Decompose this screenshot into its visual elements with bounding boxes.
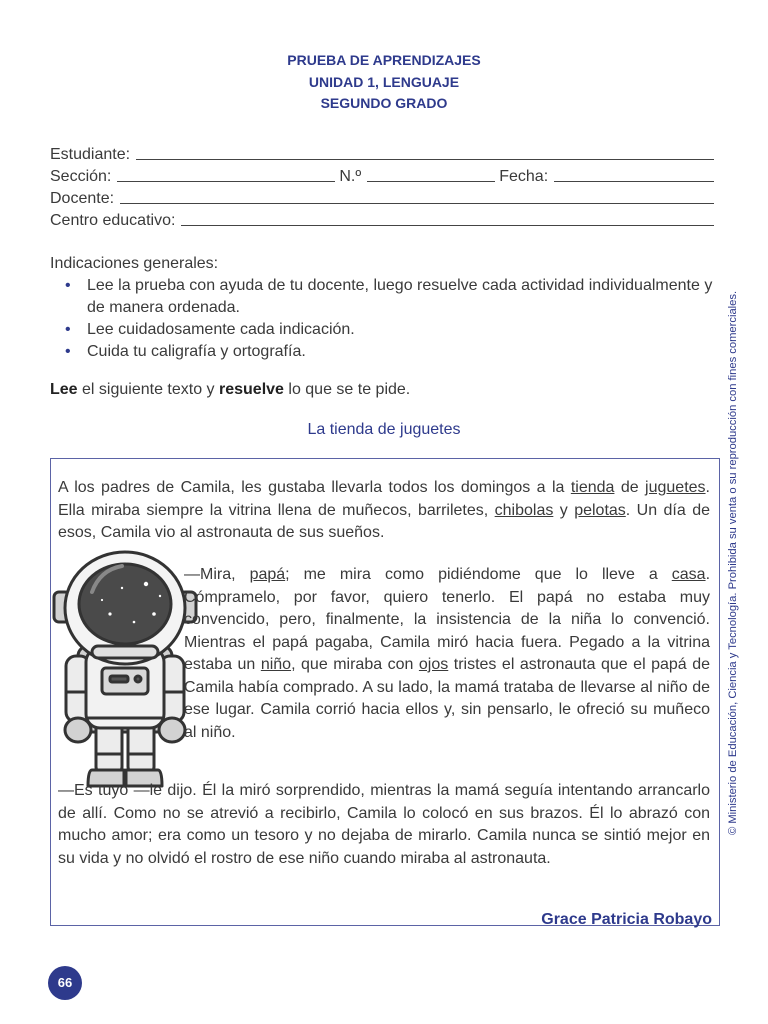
p1-text-c: . Ella miraba siempre la vitrina llena de muñecos, barriletes, <box>58 479 710 519</box>
indications-title: Indicaciones generales: <box>50 255 219 272</box>
student-row <box>50 142 714 164</box>
school-row <box>50 208 714 230</box>
indication-item: • Lee cuidadosamente cada indicación. <box>50 319 718 341</box>
teacher-label: Docente: <box>50 190 115 207</box>
header-unit: UNIDAD 1, LENGUAJE <box>308 73 460 90</box>
teacher-field[interactable] <box>120 202 714 204</box>
header-grade: SEGUNDO GRADO <box>320 95 448 111</box>
section-label: Sección: <box>50 168 112 185</box>
section-row <box>50 164 714 186</box>
instruction-verb-solve: resuelve <box>219 381 284 398</box>
story-title: La tienda de juguetes <box>307 421 461 438</box>
instruction-text-end: lo que se te pide. <box>283 381 411 398</box>
school-label: Centro educativo: <box>50 212 176 229</box>
test-header <box>0 50 768 115</box>
p1-text-d: y <box>553 501 575 519</box>
page-number-badge <box>48 966 82 1000</box>
story-paragraph-3: —Es tuyo —le dijo. Él la miró sorprendido, mientras la mamá seguía intentando arrancarlo de allí. Como no se atrevió a recibirlo, Camila lo colocó en sus brazos. Él lo abrazó con mucho amor; era como un tesoro y no dejaba de mirarlo. Camila nunca se sintió mejor en su vida y no olvidó el rostro de ese niño cuando miraba al astronauta. <box>58 782 710 867</box>
instruction-verb-read: Lee <box>50 381 78 398</box>
astronaut-illustration <box>50 548 200 798</box>
p2-text-a: —Mira, <box>184 566 250 583</box>
story-paragraph-1 <box>58 477 710 545</box>
p2-underlined-word: ojos <box>418 656 449 673</box>
number-field[interactable] <box>367 180 495 182</box>
number-label: N.º <box>339 168 362 185</box>
p1-text-e: . Un día de esos, Camila vio al astronauta de sus sueños. <box>58 501 710 541</box>
p2-text-d: , que miraba con <box>291 656 419 673</box>
date-field[interactable] <box>554 180 714 182</box>
p1-underlined-word: pelotas <box>574 501 626 519</box>
p2-underlined-word: casa <box>671 566 706 583</box>
student-field[interactable] <box>136 158 714 160</box>
story-author: Grace Patricia Robayo <box>541 911 712 928</box>
p2-underlined-word: papá <box>249 566 286 583</box>
p1-text-a: A los padres de Camila, les gustaba llevarla todos los domingos a la <box>58 479 571 496</box>
p2-text-b: ; me mira como pidiéndome que lo lleve a <box>285 566 672 583</box>
p2-underlined-word: niño <box>260 656 292 673</box>
indication-item: • Lee la prueba con ayuda de tu docente, luego resuelve cada actividad individualmente y de manera ordenada. <box>50 275 718 319</box>
copyright-note: © Ministerio de Educación, Ciencia y Tecnología. Prohibida su venta o su reproducción con fines comerciales. <box>727 290 739 835</box>
header-title: PRUEBA DE APRENDIZAJES <box>287 52 481 68</box>
p1-text-b: de <box>614 479 646 496</box>
reading-instruction <box>50 381 410 399</box>
p1-underlined-word: chibolas <box>494 501 554 519</box>
student-info-form <box>50 142 714 230</box>
p1-underlined-word: tienda <box>570 479 615 496</box>
student-label: Estudiante: <box>50 146 131 163</box>
instruction-text: el siguiente texto y <box>77 381 219 398</box>
page-number: 66 <box>57 975 73 990</box>
teacher-row <box>50 186 714 208</box>
p1-underlined-word: juguetes <box>645 479 706 496</box>
story-paragraph-2 <box>184 564 710 744</box>
school-field[interactable] <box>181 224 714 226</box>
general-indications <box>50 253 718 363</box>
date-label: Fecha: <box>499 168 549 185</box>
p2-text-e: tristes el astronauta que el papá de Camila había comprado. A su lado, la mamá trataba de llevarse al niño de ese lugar. Camila corrió hacia ellos y, sin pensarlo, le ofreció su muñeco al niño. <box>184 656 711 741</box>
indications-list <box>50 275 718 363</box>
indication-item: • Cuida tu caligrafía y ortografía. <box>50 341 718 363</box>
section-field[interactable] <box>117 180 335 182</box>
p2-text-c: . Cómpramelo, por favor, quiero tenerlo. El papá no estaba muy convencido, pero, finalmente, la insistencia de la niña lo convenció. Mientras el papá pagaba, Camila miró hacia fuera. Pegado a la vitrina estaba un <box>184 566 711 673</box>
